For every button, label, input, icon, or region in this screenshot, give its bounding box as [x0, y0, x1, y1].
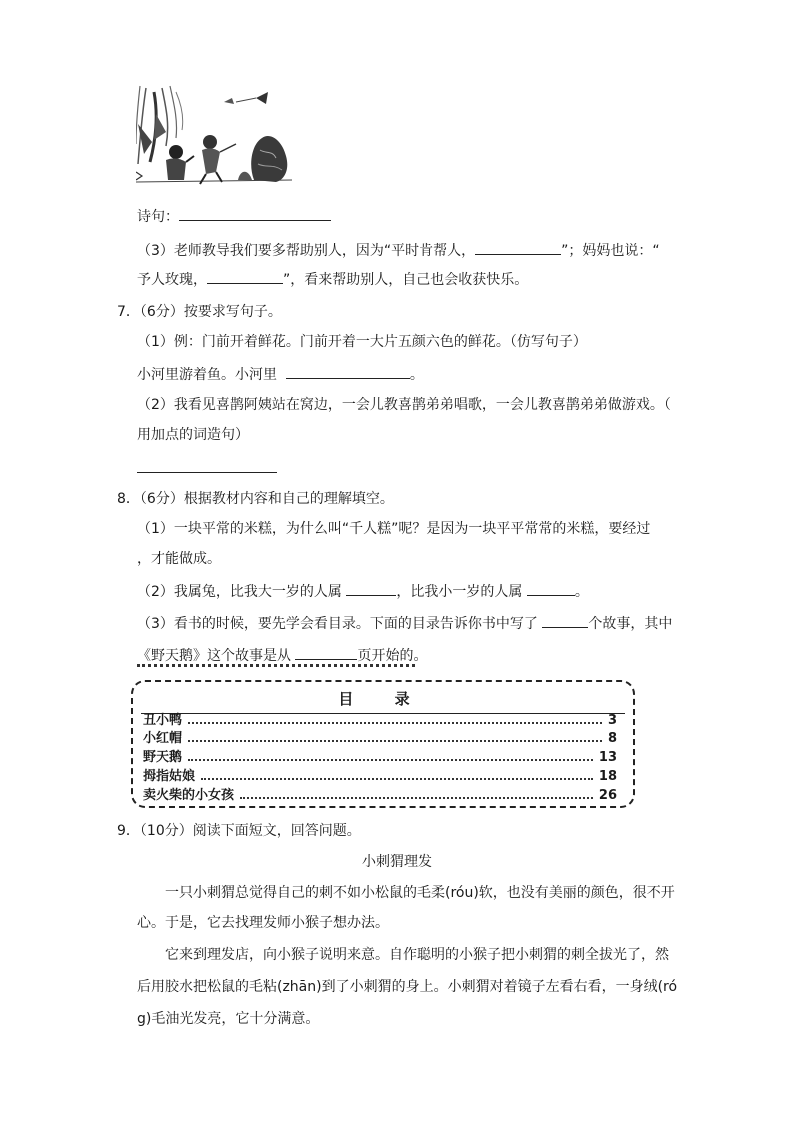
- toc-entry-name: 野天鹅: [143, 750, 183, 765]
- q7-2-answer-line[interactable]: [137, 458, 277, 479]
- toc-entry-name: 小红帽: [143, 731, 183, 746]
- poem-label: 诗句：: [137, 206, 331, 227]
- q8-1-line2: ，才能做成。: [137, 551, 221, 567]
- toc-entry-page: 8: [607, 731, 617, 746]
- toc-entry-page: 13: [598, 750, 617, 765]
- passage-p1-line1: 一只小刺猬总觉得自己的刺不如小松鼠的毛柔(róu)软，也没有美丽的颜色，很不开: [165, 885, 675, 901]
- q8-3-line1: （3）看书的时候，要先学会看目录。下面的目录告诉你书中写了 个故事，其中: [137, 613, 672, 634]
- q8-title: 8．（6分）根据教材内容和自己的理解填空。: [117, 491, 394, 507]
- q8-2-line: （2）我属兔，比我大一岁的人属 ，比我小一岁的人属 。: [137, 581, 589, 602]
- toc-box: [131, 680, 635, 808]
- q7-2-line1: （2）我看见喜鹊阿姨站在窝边，一会儿教喜鹊弟弟唱歌，一会儿教喜鹊弟弟做游戏。（: [137, 397, 671, 413]
- poem-illustration: [136, 84, 292, 188]
- q8-1-line1: （1）一块平常的米糕，为什么叫“千人糕”呢？是因为一块平平常常的米糕，要经过: [137, 521, 651, 537]
- passage-p2-line1: 它来到理发店，向小猴子说明来意。自作聪明的小猴子把小刺猬的刺全拔光了，然: [165, 947, 669, 963]
- q9-title: 9．（10分）阅读下面短文，回答问题。: [117, 823, 361, 839]
- toc-entry-page: 3: [607, 713, 617, 728]
- toc-entry-name: 丑小鸭: [143, 713, 183, 728]
- q7-title: 7．（6分）按要求写句子。: [117, 304, 282, 320]
- passage-p1-line2: 心。于是，它去找理发师小猴子想办法。: [137, 915, 389, 931]
- passage-p2-line3: g)毛油光发亮，它十分满意。: [137, 1011, 320, 1027]
- toc-entry: [143, 727, 617, 746]
- q7-1-example: （1）例：门前开着鲜花。门前开着一大片五颜六色的鲜花。（仿写句子）: [137, 334, 587, 350]
- toc-entry: [143, 746, 617, 765]
- toc-entry-name: 卖火柴的小女孩: [143, 788, 235, 803]
- scan-cut-line: [137, 664, 415, 671]
- toc-entry-name: 拇指姑娘: [143, 769, 196, 784]
- q6-3-blank2[interactable]: [207, 269, 283, 284]
- toc-entry-page: 26: [598, 788, 617, 803]
- q7-1-blank[interactable]: [286, 364, 410, 379]
- q8-3-blank2[interactable]: [295, 645, 357, 660]
- q6-3-line1: （3）老师教导我们要多帮助别人，因为“平时肯帮人， ”；妈妈也说：“: [137, 240, 660, 261]
- toc-entry: [143, 784, 617, 803]
- q6-3-blank1[interactable]: [475, 240, 561, 255]
- q8-3-line2: 《野天鹅》这个故事是从 页开始的。: [137, 645, 427, 666]
- q8-3-blank1[interactable]: [542, 613, 588, 628]
- toc-entry: [143, 709, 617, 728]
- toc-title: 目 录: [338, 690, 428, 708]
- q6-3-line2: 予人玫瑰， ”，看来帮助别人，自己也会收获快乐。: [137, 269, 528, 290]
- toc-entry-page: 18: [598, 769, 617, 784]
- poem-blank[interactable]: [179, 206, 331, 221]
- q7-1-prompt: 小河里游着鱼。小河里 。: [137, 364, 424, 385]
- q8-2-blank2[interactable]: [527, 581, 575, 596]
- q7-2-line2: 用加点的词造句）: [137, 427, 249, 443]
- passage-p2-line2: 后用胶水把松鼠的毛粘(zhān)到了小刺猬的身上。小刺猬对着镜子左看右看，一身绒(ró: [137, 979, 678, 995]
- toc-entry: [143, 765, 617, 784]
- passage-title: 小刺猬理发: [362, 854, 432, 870]
- q8-2-blank1[interactable]: [346, 581, 396, 596]
